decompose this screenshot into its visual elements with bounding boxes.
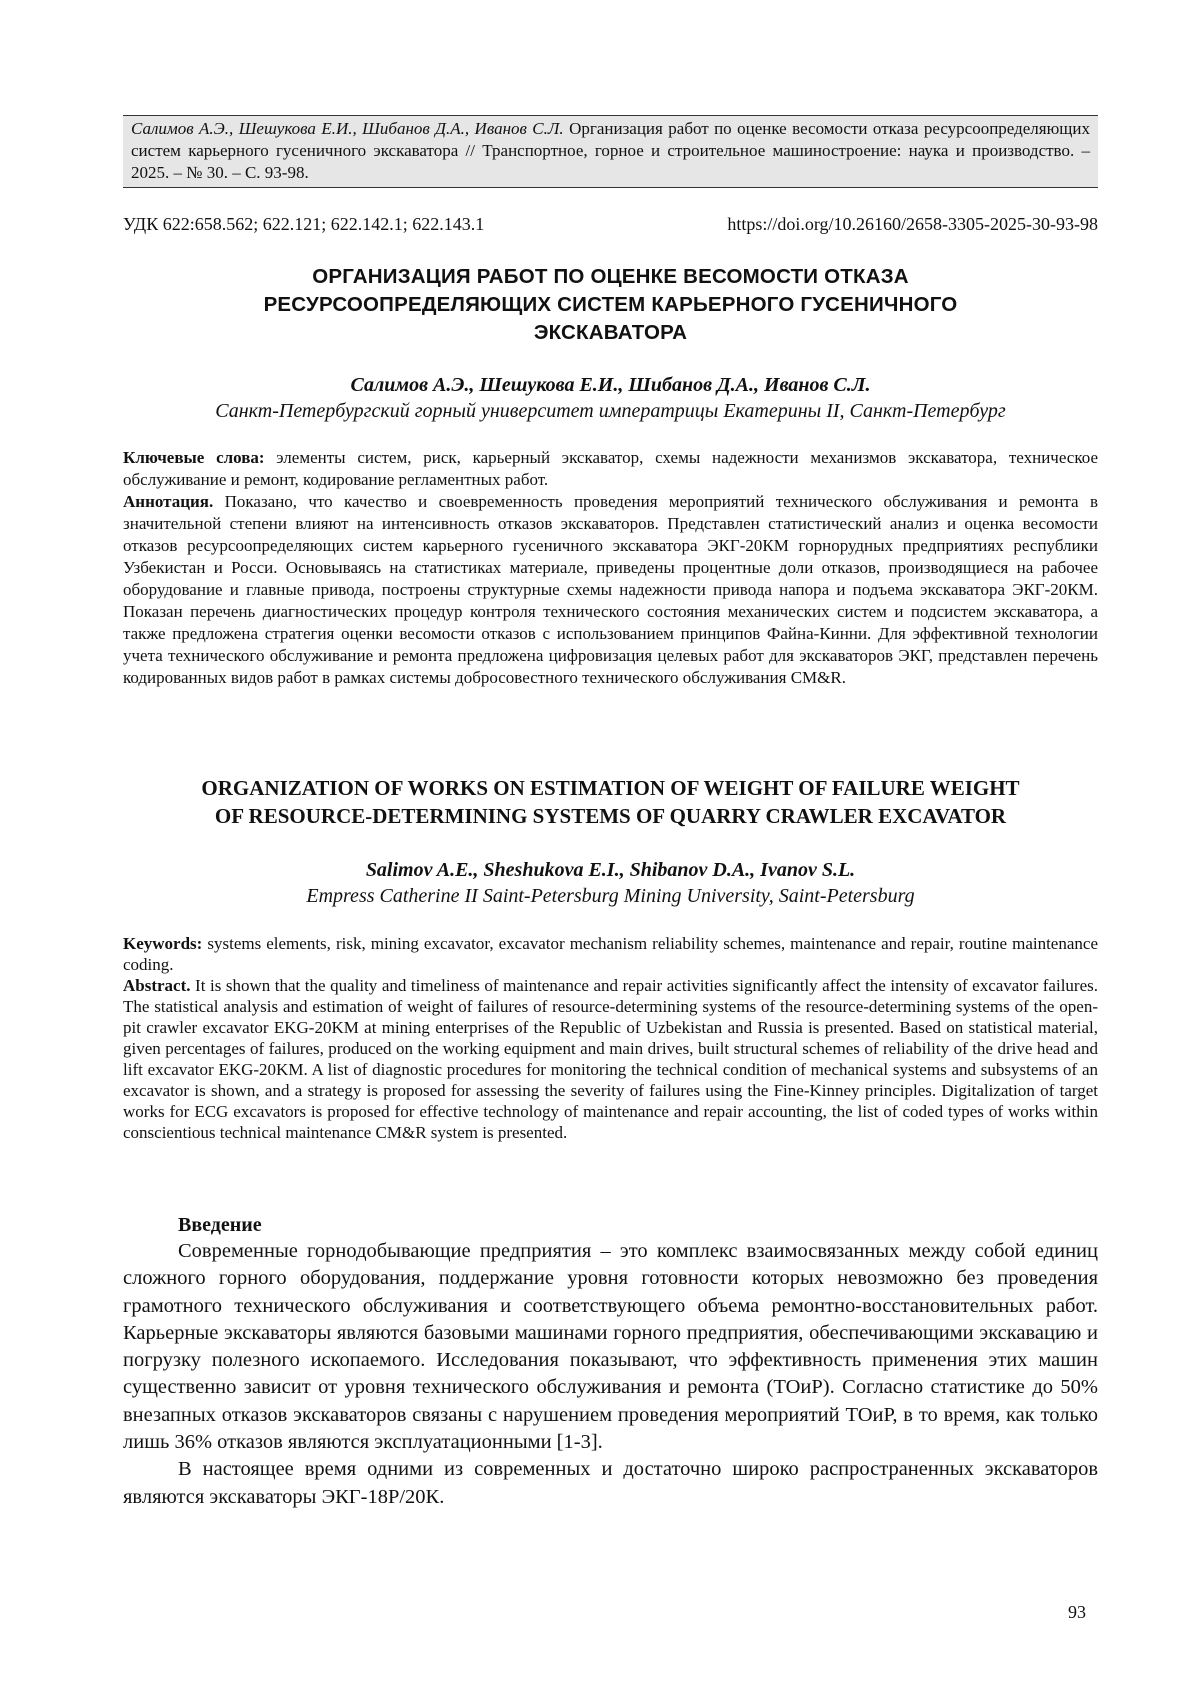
affiliation-en: Empress Catherine II Saint-Petersburg Mining University, Saint-Petersburg	[306, 885, 915, 907]
page-number: 93	[1068, 1602, 1086, 1622]
title-ru-line: РЕСУРСООПРЕДЕЛЯЮЩИХ СИСТЕМ КАРЬЕРНОГО ГУСЕНИЧНОГО	[263, 293, 958, 316]
keywords-ru-label: Ключевые слова:	[123, 448, 265, 467]
abstract-en	[123, 975, 1098, 1143]
authors-en: Salimov A.E., Sheshukova E.I., Shibanov D.A., Ivanov S.L.	[365, 859, 856, 881]
abstract-en-block	[123, 933, 1098, 1143]
keywords-en-label: Keywords:	[123, 934, 203, 953]
abstract-en-label: Abstract.	[123, 976, 191, 995]
keywords-ru-text: элементы систем, риск, карьерный экскаватор, схемы надежности механизмов экскаватора, техническое обслуживание и ремонт, кодирование регламентных работ.	[123, 448, 1098, 489]
abstract-ru	[123, 491, 1098, 689]
title-ru	[123, 263, 1098, 347]
keywords-en	[123, 933, 1098, 975]
title-en-line: ORGANIZATION OF WORKS ON ESTIMATION OF WEIGHT OF FAILURE WEIGHT	[201, 776, 1020, 800]
udk-doi-row	[123, 212, 1098, 236]
doi-link[interactable]: https://doi.org/10.26160/2658-3305-2025-30-93-98	[727, 214, 1098, 234]
citation-authors: Салимов А.Э., Шешукова Е.И., Шибанов Д.А., Иванов С.Л.	[131, 119, 564, 138]
title-ru-line: ОРГАНИЗАЦИЯ РАБОТ ПО ОЦЕНКЕ ВЕСОМОСТИ ОТКАЗА	[312, 265, 909, 288]
affiliation-ru: Санкт-Петербургский горный университет императрицы Екатерины II, Санкт-Петербург	[215, 400, 1006, 422]
udk-code: УДК 622:658.562; 622.121; 622.142.1; 622.143.1	[123, 214, 485, 234]
title-en	[123, 774, 1098, 830]
citation-box	[123, 115, 1098, 188]
intro-paragraph: В настоящее время одними из современных и достаточно широко распространенных экскаваторов являются экскаваторы ЭКГ-18Р/20К.	[123, 1458, 1098, 1508]
authors-ru: Салимов А.Э., Шешукова Е.И., Шибанов Д.А., Иванов С.Л.	[350, 374, 871, 396]
abstract-ru-text: Показано, что качество и своевременность проведения мероприятий технического обслуживания и ремонта в значительной степени влияют на интенсивность отказов экскаваторов. Представлен статистический анализ и оценка весомости отказов ресурсоопределяющих систем карьерного гусеничного экскаватора ЭКГ-20КМ горнорудных предприятиях республики Узбекистан и Росси. Основываясь на статистиках материале, приведены процентные доли отказов, производящиеся на рабочее оборудование и главные привода, построены структурные схемы надежности привода напора и подъема экскаватора ЭКГ-20КМ. Показан перечень диагностических процедур контроля технического состояния механических систем и подсистем экскаватора, а также предложена стратегия оценки весомости отказов с использованием принципов Файна-Кинни. Для эффективной технологии учета технического обслуживание и ремонта предложена цифровизация целевых работ для экскаваторов ЭКГ, представлен перечень кодированных видов работ в рамках системы добросовестного технического обслуживания CM&R.	[123, 492, 1098, 687]
keywords-en-text: systems elements, risk, mining excavator, excavator mechanism reliability schemes, maintenance and repair, routine maintenance coding.	[123, 934, 1098, 974]
section-heading-intro: Введение	[178, 1214, 262, 1236]
citation-text: Организация работ по оценке весомости отказа ресурсоопределяющих систем карьерного гусеничного экскаватора // Транспортное, горное и строительное машиностроение: наука и производство. – 2025. – № 30. – С. 93-98.	[131, 119, 1090, 182]
abstract-ru-block	[123, 447, 1098, 689]
abstract-en-text: It is shown that the quality and timeliness of maintenance and repair activities significantly affect the intensity of excavator failures. The statistical analysis and estimation of weight of failures of resource-determining systems of the resource-determining systems of the open-pit crawler excavator EKG-20KM at mining enterprises of the Republic of Uzbekistan and Russia is presented. Based on statistical material, given percentages of failures, produced on the working equipment and main drives, built structural schemes of reliability of the drive head and lift excavator EKG-20KM. A list of diagnostic procedures for monitoring the technical condition of mechanical systems and subsystems of an excavator is shown, and a strategy is proposed for assessing the severity of failures using the Fine-Kinney principles. Digitalization of target works for ECG excavators is proposed for effective technology of maintenance and repair accounting, the list of coded types of works within conscientious technical maintenance CM&R system is presented.	[123, 976, 1098, 1142]
intro-body	[123, 1238, 1098, 1511]
title-en-line: OF RESOURCE-DETERMINING SYSTEMS OF QUARRY CRAWLER EXCAVATOR	[214, 804, 1007, 828]
keywords-ru	[123, 447, 1098, 491]
abstract-ru-label: Аннотация.	[123, 492, 214, 511]
title-ru-line: ЭКСКАВАТОРА	[533, 321, 688, 344]
intro-paragraph: Современные горнодобывающие предприятия – это комплекс взаимосвязанных между собой единиц сложного горного оборудования, поддержание уровня готовности которых невозможно без проведения грамотного технического обслуживания и соответствующего объема ремонтно-восстановительных работ. Карьерные экскаваторы являются базовыми машинами горного предприятия, обеспечивающими экскавацию и погрузку полезного ископаемого. Исследования показывают, что эффективность применения этих машин существенно зависит от уровня технического обслуживания и ремонта (ТОиР). Согласно статистике до 50% внезапных отказов экскаваторов связаны с нарушением проведения мероприятий ТОиР, в то время, как только лишь 36% отказов являются эксплуатационными [1-3].	[123, 1240, 1098, 1454]
